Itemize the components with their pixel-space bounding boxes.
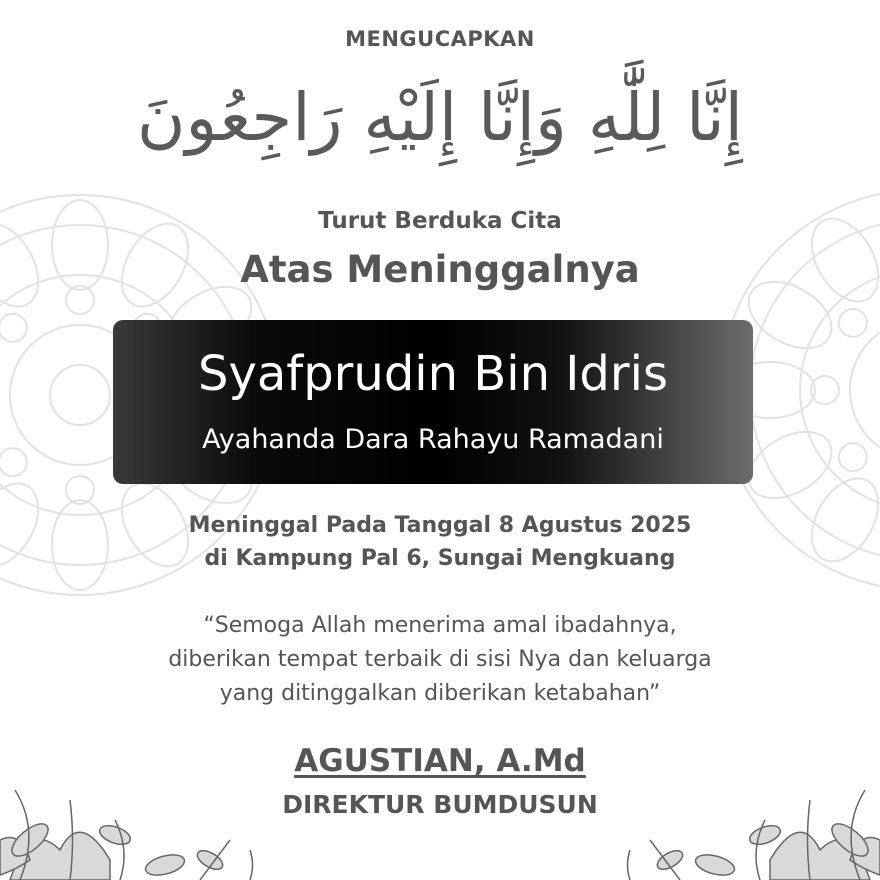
death-details: [0, 509, 880, 575]
prayer-line-1: “Semoga Allah menerima amal ibadahnya,: [203, 613, 677, 638]
death-place: di Kampung Pal 6, Sungai Mengkuang: [204, 546, 676, 571]
death-date: Meninggal Pada Tanggal 8 Agustus 2025: [188, 513, 692, 538]
prayer-line-2: diberikan tempat terbaik di sisi Nya dan keluarga: [168, 647, 712, 672]
deceased-relation: Ayahanda Dara Rahayu Ramadani: [202, 424, 664, 455]
prayer-quote: [0, 609, 880, 711]
arabic-calligraphy: إِنَّا لِلَّٰهِ وَإِنَّا إِلَيْهِ رَاجِعُونَ: [137, 79, 743, 156]
prayer-line-3: yang ditinggalkan diberikan ketabahan”: [219, 681, 661, 706]
deceased-name: Syafprudin Bin Idris: [198, 346, 668, 402]
deceased-name-box: [113, 320, 753, 484]
signer-title: DIREKTUR BUMDUSUN: [282, 790, 598, 819]
signer-name: AGUSTIAN, A.Md: [294, 743, 586, 779]
passing-heading: Atas Meninggalnya: [240, 248, 640, 291]
mengucapkan-heading: MENGUCAPKAN: [345, 27, 535, 51]
condolence-subheading: Turut Berduka Cita: [318, 208, 562, 234]
